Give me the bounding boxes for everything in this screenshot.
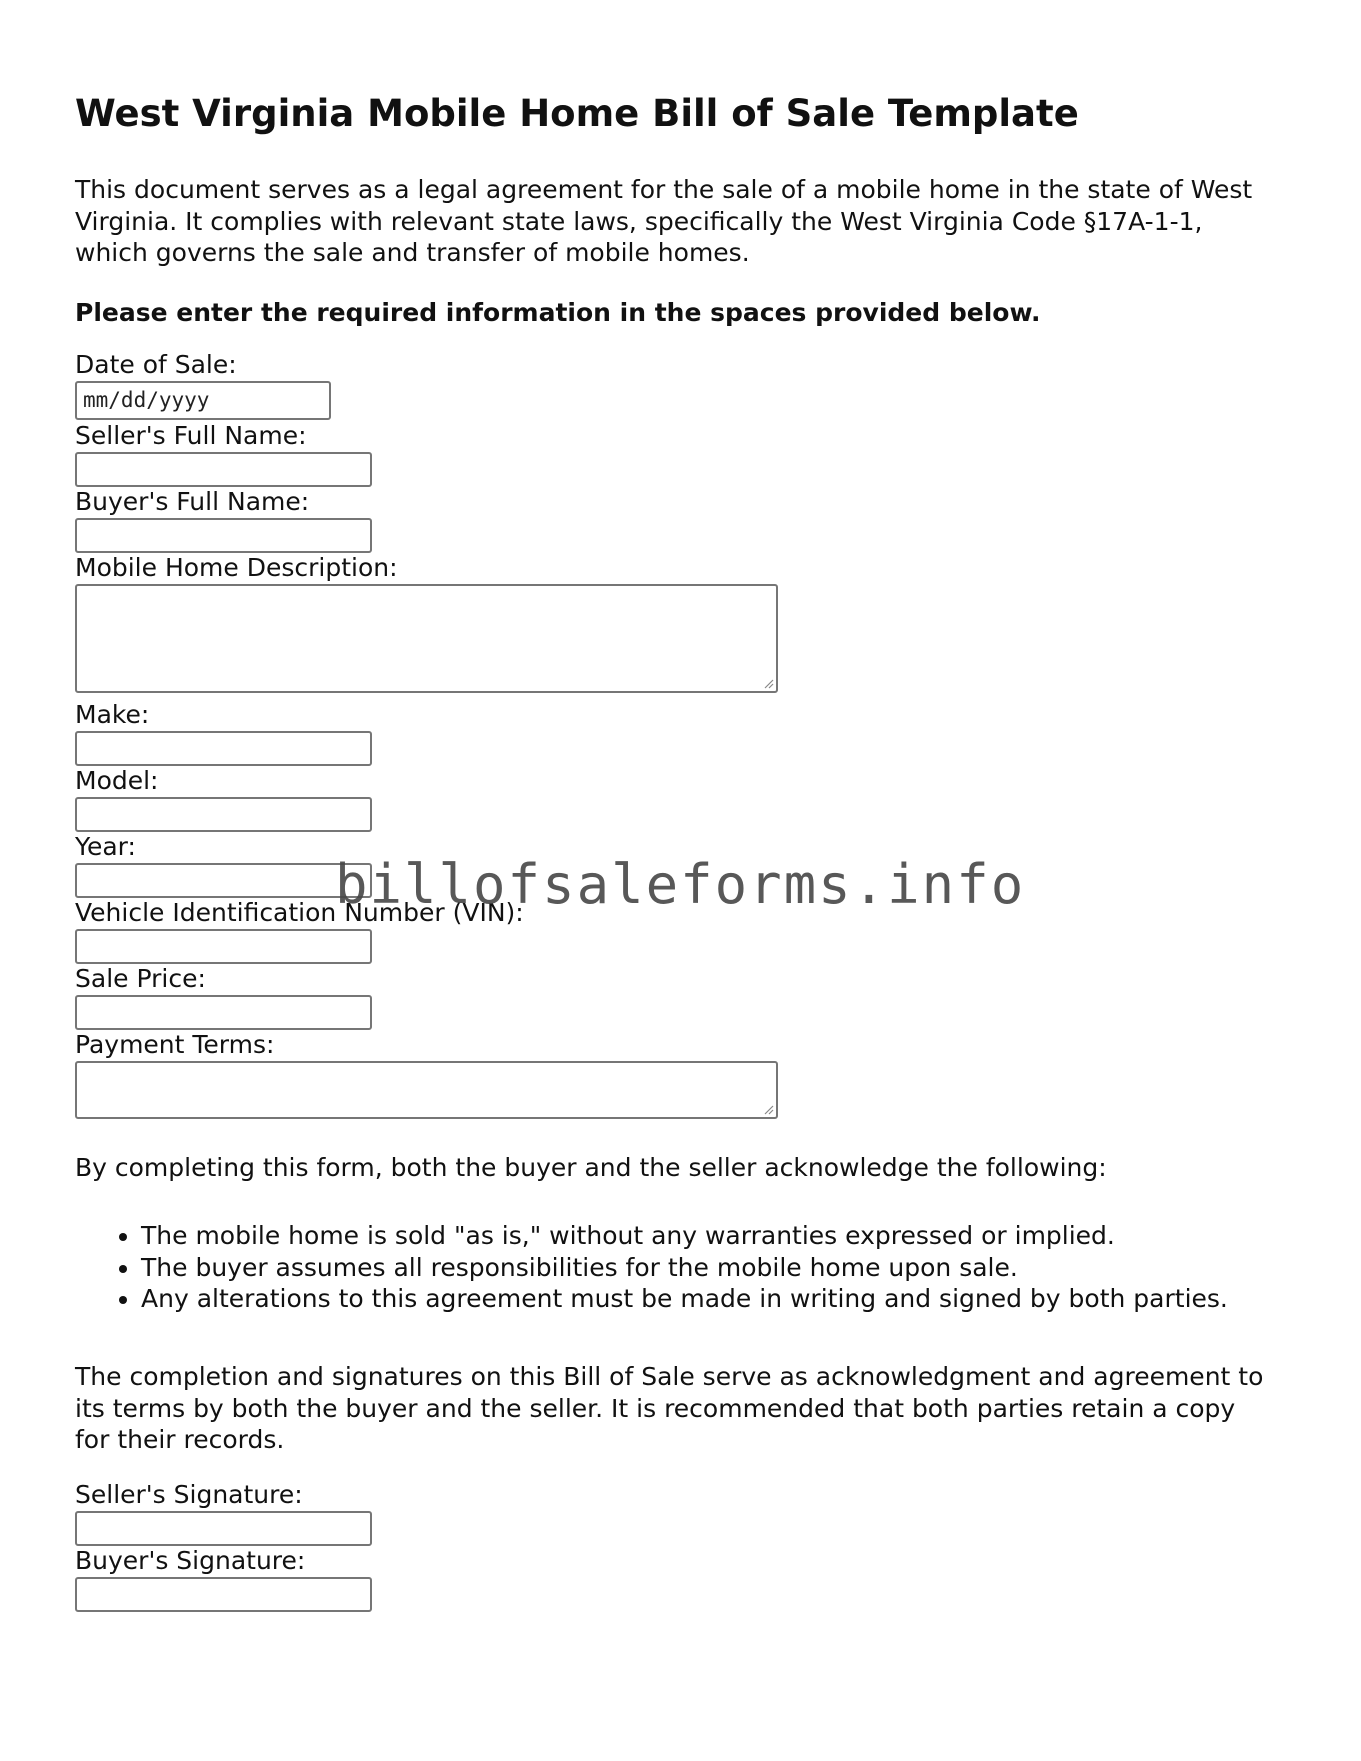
resize-handle-icon[interactable] (762, 677, 774, 689)
resize-handle-icon[interactable] (762, 1103, 774, 1115)
buyer-name-label: Buyer's Full Name: (75, 487, 310, 516)
description-textarea[interactable] (75, 584, 778, 693)
list-item: • The buyer assumes all responsibilities for the mobile home upon sale. (141, 1252, 1291, 1284)
seller-signature-label: Seller's Signature: (75, 1480, 303, 1509)
model-label: Model: (75, 766, 159, 795)
date-of-sale-label: Date of Sale: (75, 350, 237, 379)
make-input[interactable] (75, 731, 372, 766)
instruction-text: Please enter the required information in the spaces provided below. (75, 298, 1041, 327)
sale-price-input[interactable] (75, 995, 372, 1030)
buyer-signature-input[interactable] (75, 1577, 372, 1612)
vin-label: Vehicle Identification Number (VIN): (75, 898, 524, 927)
year-label: Year: (75, 832, 136, 861)
payment-terms-textarea[interactable] (75, 1061, 778, 1119)
list-item: • The mobile home is sold "as is," without any warranties expressed or implied. (141, 1220, 1291, 1252)
vin-input[interactable] (75, 929, 372, 964)
acknowledgement-list (75, 1220, 1291, 1315)
buyer-signature-label: Buyer's Signature: (75, 1546, 306, 1575)
buyer-name-input[interactable] (75, 518, 372, 553)
description-label: Mobile Home Description: (75, 553, 398, 582)
year-input[interactable] (75, 863, 372, 898)
seller-signature-input[interactable] (75, 1511, 372, 1546)
acknowledge-intro: By completing this form, both the buyer and the seller acknowledge the following: (75, 1153, 1107, 1182)
payment-terms-label: Payment Terms: (75, 1030, 275, 1059)
date-of-sale-input[interactable]: mm/dd/yyyy (75, 381, 331, 420)
seller-name-label: Seller's Full Name: (75, 421, 307, 450)
watermark-text: billofsaleforms.info (335, 853, 1026, 916)
model-input[interactable] (75, 797, 372, 832)
intro-paragraph: This document serves as a legal agreement for the sale of a mobile home in the state of West Virginia. It complies with relevant state laws, specifically the West Virginia Code §17A-1-1, which governs the sale and transfer of mobile homes. (75, 175, 1253, 267)
list-item: • Any alterations to this agreement must be made in writing and signed by both parties. (141, 1283, 1291, 1315)
seller-name-input[interactable] (75, 452, 372, 487)
make-label: Make: (75, 700, 150, 729)
page-title: West Virginia Mobile Home Bill of Sale Template (75, 92, 1079, 135)
closing-paragraph: The completion and signatures on this Bill of Sale serve as acknowledgment and agreement to its terms by both the buyer and the seller. It is recommended that both parties retain a copy for their records. (75, 1362, 1264, 1454)
sale-price-label: Sale Price: (75, 964, 206, 993)
